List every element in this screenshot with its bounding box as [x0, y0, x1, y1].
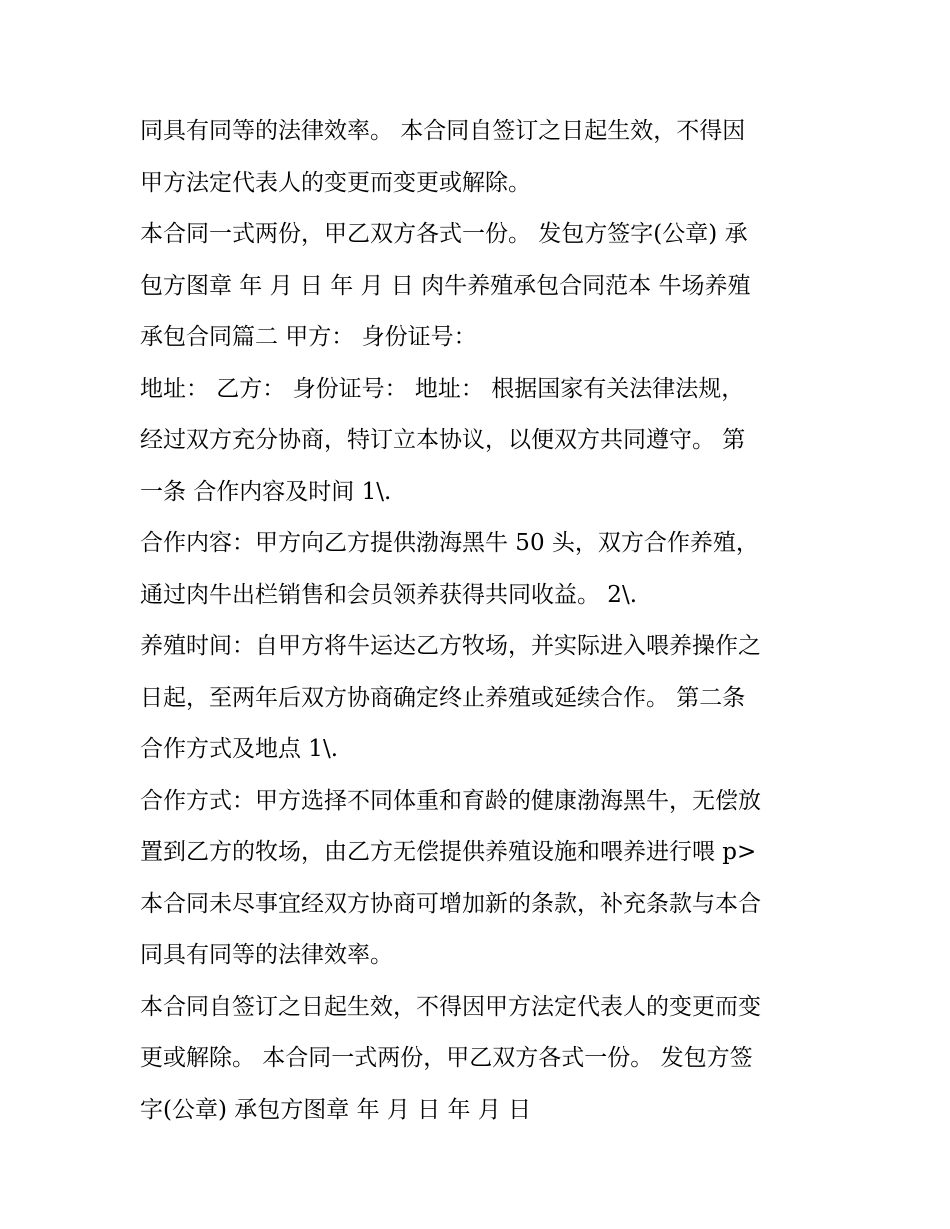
text-line: 更或解除。 本合同一式两份，甲乙双方各式一份。 发包方签: [140, 1045, 753, 1071]
text-line: 置到乙方的牧场，由乙方无偿提供养殖设施和喂养进行喂 p>: [140, 839, 757, 865]
text-line: 地址： 乙方： 身份证号： 地址： 根据国家有关法律法规，: [140, 375, 745, 402]
text-line: 同具有同等的法律效率。 本合同自签订之日起生效，不得因: [140, 118, 746, 144]
text-line: 甲方法定代表人的变更而变更或解除。: [140, 169, 531, 196]
text-line: 包方图章 年 月 日 年 月 日 肉牛养殖承包合同范本 牛场养殖: [140, 272, 751, 299]
text-line: 通过肉牛出栏销售和会员领养获得共同收益。 2\.: [140, 581, 638, 608]
text-line: 承包合同篇二 甲方： 身份证号：: [140, 324, 477, 350]
text-line: 合作方式：甲方选择不同体重和育龄的健康渤海黑牛，无偿放: [140, 787, 761, 814]
text-line: 字(公章) 承包方图章 年 月 日 年 月 日: [140, 1096, 532, 1123]
text-line: 合作方式及地点 1\.: [140, 736, 339, 762]
text-line: 一条 合作内容及时间 1\.: [140, 478, 392, 505]
text-line: 合作内容：甲方向乙方提供渤海黑牛 50 头，双方合作养殖，: [140, 530, 759, 556]
text-line: 日起，至两年后双方协商确定终止养殖或延续合作。 第二条: [140, 684, 746, 711]
text-line: 本合同自签订之日起生效，不得因甲方法定代表人的变更而变: [140, 993, 761, 1020]
document-body: [140, 106, 820, 1136]
text-line: 同具有同等的法律效率。: [140, 942, 393, 968]
text-line: 本合同一式两份，甲乙双方各式一份。 发包方签字(公章) 承: [140, 221, 748, 247]
text-line: 经过双方充分协商，特订立本协议，以便双方共同遵守。 第: [140, 427, 746, 453]
text-line: 本合同未尽事宜经双方协商可增加新的条款，补充条款与本合: [140, 890, 761, 917]
text-line: 养殖时间：自甲方将牛运达乙方牧场，并实际进入喂养操作之: [140, 633, 761, 659]
